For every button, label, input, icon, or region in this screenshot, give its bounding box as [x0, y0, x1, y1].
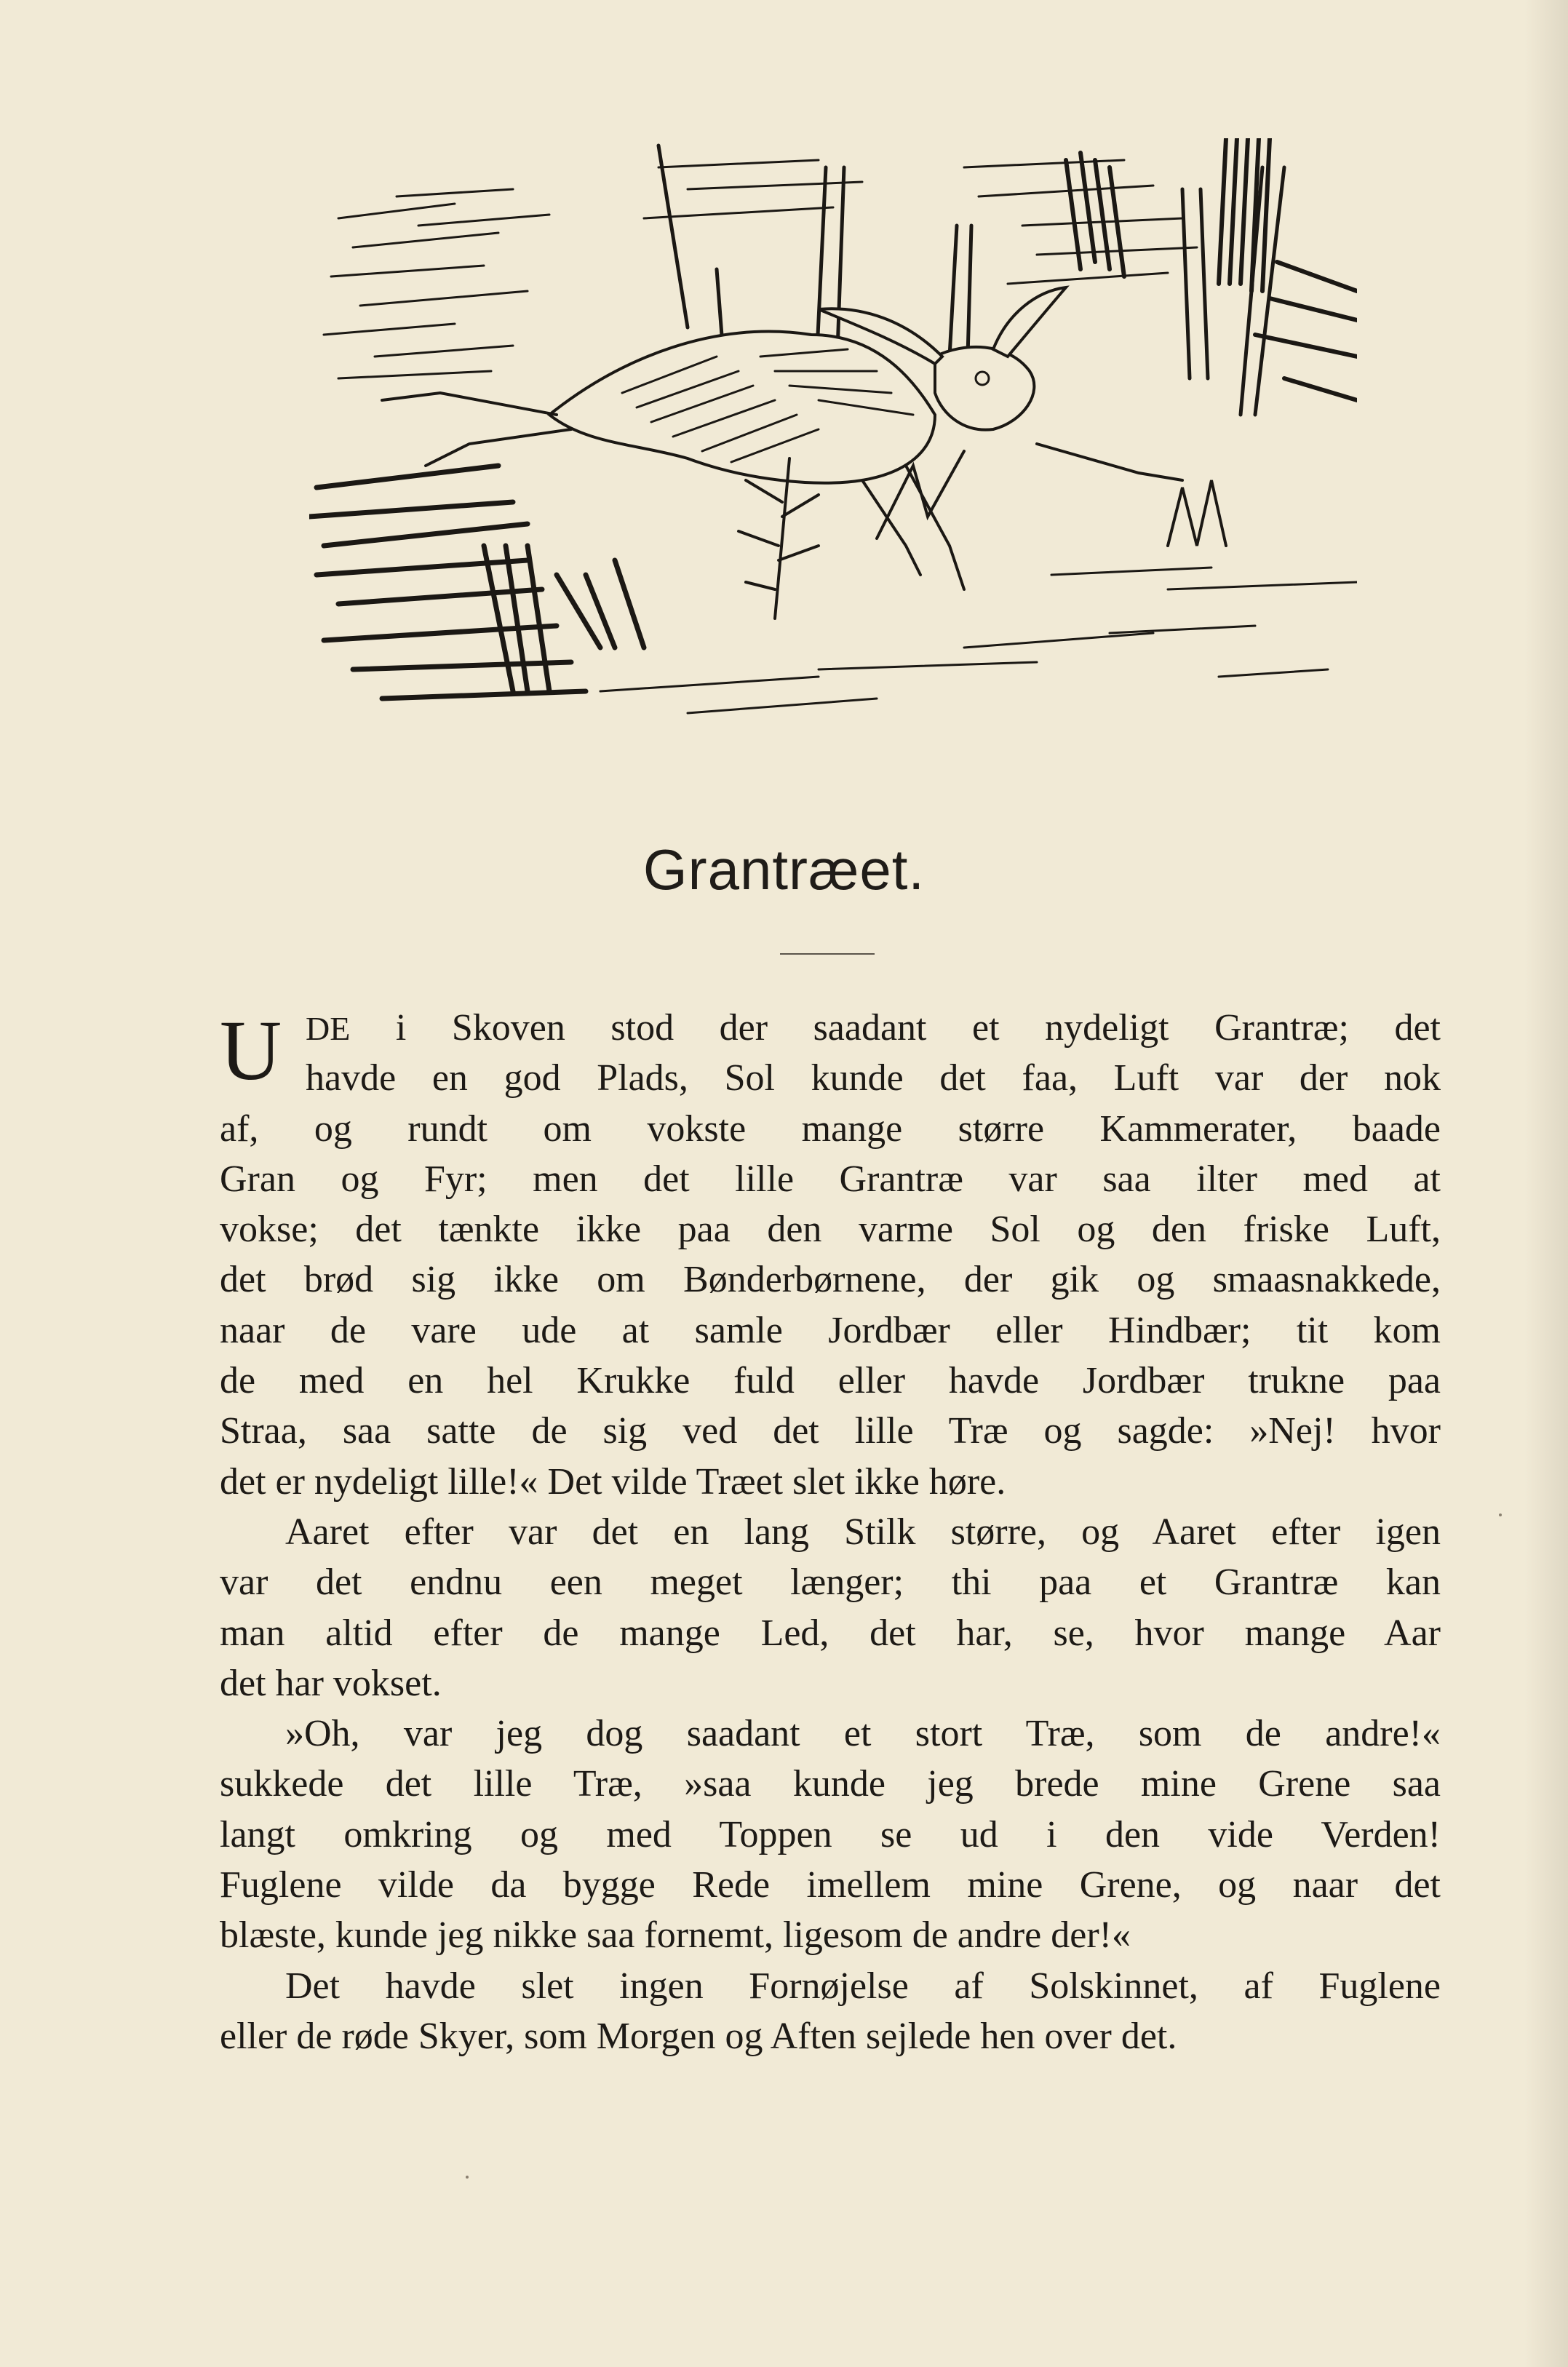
text-line: de med en hel Krukke fuld eller havde Jordbær trukne paa	[220, 1360, 1441, 1402]
text-line: det har vokset.	[220, 1662, 442, 1704]
text-line: blæste, kunde jeg nikke saa fornemt, ligesom de andre der!«	[220, 1914, 1131, 1957]
text-line: naar de vare ude at samle Jordbær eller Hindbær; tit kom	[220, 1309, 1441, 1351]
story-text	[220, 1003, 1441, 2061]
drop-cap: U	[220, 1003, 282, 1098]
text-line: man altid efter de mange Led, det har, se, hvor mange Aar	[220, 1612, 1441, 1654]
first-word-smallcaps: DE	[306, 1010, 351, 1047]
text-line: det brød sig ikke om Bønderbørnene, der gik og smaasnakkede,	[220, 1259, 1441, 1301]
page-edge-shadow	[1524, 0, 1568, 2367]
paper-speck	[466, 2176, 469, 2179]
text-line: eller de røde Skyer, som Morgen og Aften sejlede hen over det.	[220, 2015, 1177, 2057]
text-line: langt omkring og med Toppen se ud i den vide Verden!	[220, 1813, 1441, 1855]
paper-speck	[1499, 1513, 1502, 1516]
title-divider	[780, 953, 875, 955]
text-line: »Oh, var jeg dog saadant et stort Træ, som de andre!«	[285, 1713, 1441, 1755]
text-line: DE i Skoven stod der saadant et nydeligt Grantræ; det	[306, 1007, 1441, 1049]
text-line: sukkede det lille Træ, »saa kunde jeg brede mine Grene saa	[220, 1763, 1441, 1805]
text-line: vokse; det tænkte ikke paa den varme Sol og den friske Luft,	[220, 1209, 1441, 1251]
text-line: havde en god Plads, Sol kunde det faa, Luft var der nok	[306, 1057, 1441, 1099]
text-line: Gran og Fyr; men det lille Grantræ var saa ilter med at	[220, 1158, 1441, 1200]
text-line: Det havde slet ingen Fornøjelse af Solskinnet, af Fuglene	[285, 1965, 1441, 2007]
hare-illustration-icon	[309, 138, 1357, 779]
text-line: Straa, saa satte de sig ved det lille Træ og sagde: »Nej! hvor	[220, 1410, 1441, 1452]
text-line: af, og rundt om vokste mange større Kammerater, baade	[220, 1107, 1441, 1150]
text-line: Aaret efter var det en lang Stilk større, og Aaret efter igen	[285, 1511, 1441, 1553]
text-line: det er nydeligt lille!« Det vilde Træet slet ikke høre.	[220, 1460, 1006, 1503]
text-line: var det endnu een meget længer; thi paa et Grantræ kan	[220, 1562, 1441, 1604]
chapter-title: Grantræet.	[642, 838, 926, 902]
text-line: Fuglene vilde da bygge Rede imellem mine Grene, og naar det	[220, 1864, 1441, 1906]
